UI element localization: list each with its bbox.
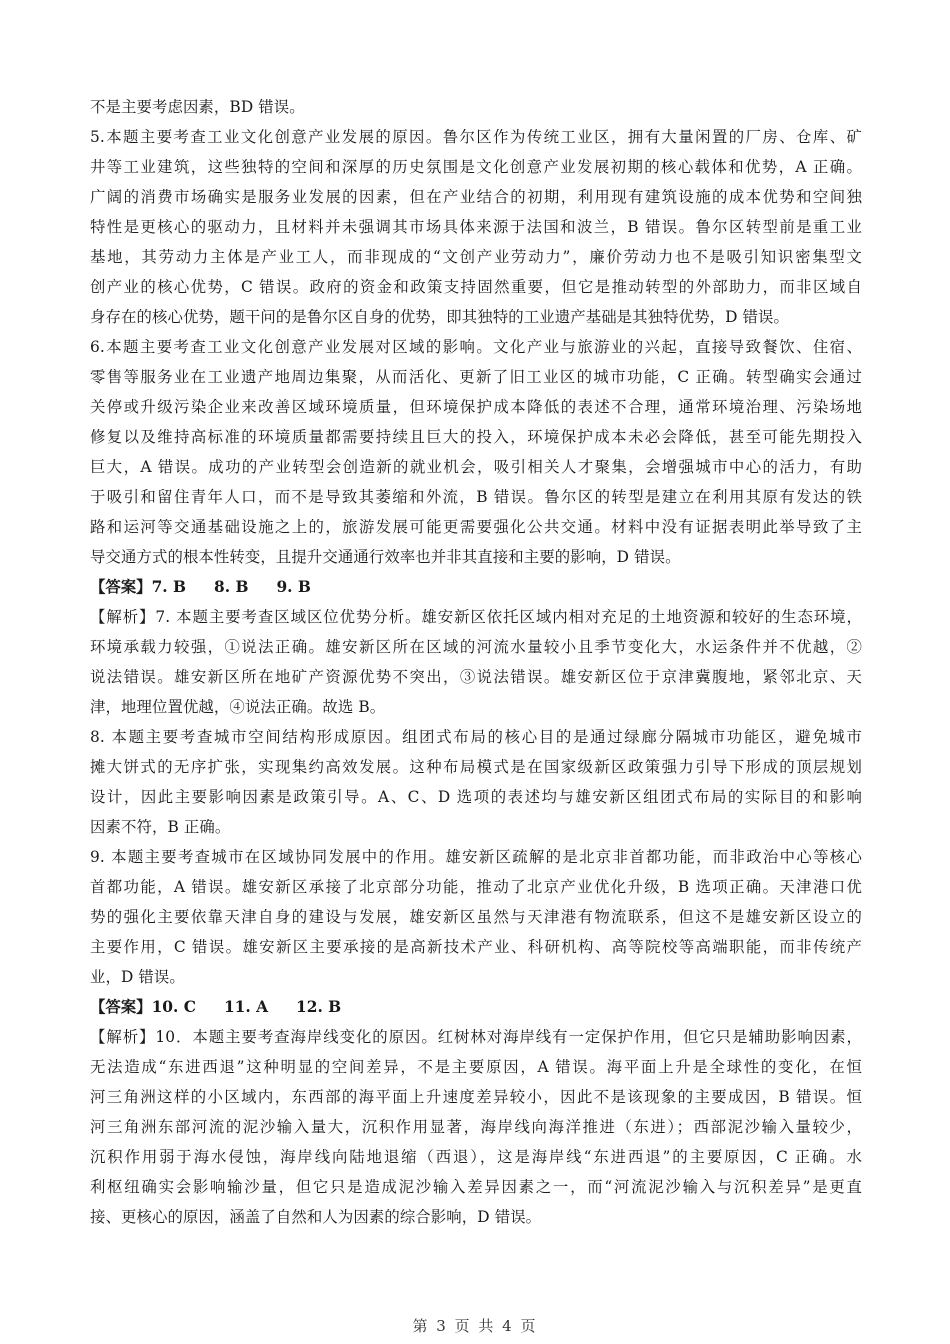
- text-line: 业，D 错误。: [90, 968, 185, 986]
- text-line: 设计，因此主要影响因素是政策引导。A、C、D 选项的表述均与雄安新区组团式布局的实际目的和影响: [90, 788, 862, 806]
- text-line: 摊大饼式的无序扩张，实现集约高效发展。这种布局模式是在国家级新区政策强力引导下形成的顶层规划: [90, 758, 862, 776]
- text-line: 接、更核心的原因，涵盖了自然和人为因素的综合影响，D 错误。: [90, 1208, 542, 1226]
- text-line: 路和运河等交通基础设施之上的，旅游发展可能更需要强化公共交通。材料中没有证据表明此举导致了主: [90, 518, 862, 536]
- text-line: 主要作用，C 错误。雄安新区主要承接的是高新技术产业、科研机构、高等院校等高端职能，而非传统产: [90, 938, 862, 956]
- text-line: 因素不符，B 正确。: [90, 818, 231, 836]
- answer-item: 9. B: [276, 578, 311, 596]
- text-line: 井等工业建筑，这些独特的空间和深厚的历史氛围是文化创意产业发展初期的核心载体和优势，A 正确。: [90, 158, 862, 176]
- text-line: 5.本题主要考查工业文化创意产业发展的原因。鲁尔区作为传统工业区，拥有大量闲置的厂房、仓库、矿: [90, 128, 862, 146]
- text-line: 导交通方式的根本性转变，且提升交通通行效率也并非其直接和主要的影响，D 错误。: [90, 548, 681, 566]
- text-line: 【解析】7. 本题主要考查区域区位优势分析。雄安新区依托区域内相对充足的土地资源和较好的生态环境，: [90, 608, 862, 626]
- text-line: 沉积作用弱于海水侵蚀，海岸线向陆地退缩（西退），这是海岸线“东进西退”的主要原因，C 正确。水: [90, 1148, 862, 1166]
- document-page: [90, 92, 862, 1232]
- text-line: 无法造成“东进西退”这种明显的空间差异，不是主要原因，A 错误。海平面上升是全球性的变化，在恒: [90, 1058, 862, 1076]
- text-line: 河三角洲这样的小区域内，东西部的海平面上升速度差异较小，因此不是该现象的主要成因，B 错误。恒: [90, 1088, 862, 1106]
- text-line: 特性是更核心的驱动力，且材料并未强调其市场具体来源于法国和波兰，B 错误。鲁尔区转型前是重工业: [90, 218, 862, 236]
- text-line: 河三角洲东部河流的泥沙输入量大，沉积作用显著，海岸线向海洋推进（东进）；西部泥沙输入量较少，: [90, 1118, 862, 1136]
- text-line: 津，地理位置优越，④说法正确。故选 B。: [90, 698, 386, 716]
- text-line: 广阔的消费市场确实是服务业发展的因素，但在产业结合的初期，利用现有建筑设施的成本优势和空间独: [90, 188, 862, 206]
- answer-tag: 【答案】: [90, 578, 152, 596]
- text-line: 巨大，A 错误。成功的产业转型会创造新的就业机会，吸引相关人才聚集，会增强城市中心的活力，有助: [90, 458, 862, 476]
- text-line: 关停或升级污染企业来改善区域环境质量，但环境保护成本降低的表述不合理，通常环境治理、污染场地: [90, 398, 862, 416]
- text-line: 8. 本题主要考查城市空间结构形成原因。组团式布局的核心目的是通过绿廊分隔城市功能区，避免城市: [90, 728, 862, 746]
- answer-item: 12. B: [296, 998, 342, 1016]
- answer-item: 7. B: [151, 578, 187, 596]
- text-line: 9. 本题主要考查城市在区域协同发展中的作用。雄安新区疏解的是北京非首都功能，而非政治中心等核心: [90, 848, 862, 866]
- text-line: 利枢纽确实会影响输沙量，但它只是造成泥沙输入差异因素之一，而“河流泥沙输入与沉积差异”是更直: [90, 1178, 862, 1196]
- answer-line-10-12: [90, 992, 862, 1022]
- text-line: 首都功能，A 错误。雄安新区承接了北京部分功能，推动了北京产业优化升级，B 选项正确。天津港口优: [90, 878, 862, 896]
- answer-tag: 【答案】: [90, 998, 152, 1016]
- text-line: 不是主要考虑因素，BD 错误。: [90, 98, 305, 116]
- text-line: 零售等服务业在工业遗产地周边集聚，从而活化、更新了旧工业区的城市功能，C 正确。转型确实会通过: [90, 368, 862, 386]
- text-line: 身存在的核心优势，题干问的是鲁尔区自身的优势，即其独特的工业遗产基础是其独特优势，D 错误。: [90, 308, 790, 326]
- answer-line-7-9: [90, 572, 862, 602]
- text-line: 于吸引和留住青年人口，而不是导致其萎缩和外流，B 错误。鲁尔区的转型是建立在利用其原有发达的铁: [90, 488, 862, 506]
- text-line: 势的强化主要依靠天津自身的建设与发展，雄安新区虽然与天津港有物流联系，但这不是雄安新区设立的: [90, 908, 862, 926]
- text-line: 说法错误。雄安新区所在地矿产资源优势不突出，③说法错误。雄安新区位于京津冀腹地，紧邻北京、天: [90, 668, 862, 686]
- text-line: 6.本题主要考查工业文化创意产业发展对区域的影响。文化产业与旅游业的兴起，直接导致餐饮、住宿、: [90, 338, 862, 356]
- text-line: 修复以及维持高标准的环境质量都需要持续且巨大的投入，环境保护成本未必会降低，甚至可能先期投入: [90, 428, 862, 446]
- text-line: 创产业的核心优势，C 错误。政府的资金和政策支持固然重要，但它是推动转型的外部助力，而非区域自: [90, 278, 862, 296]
- answer-item: 10. C: [151, 998, 196, 1016]
- explanation-block-10: [90, 1022, 862, 1232]
- explanation-block-5-6: [90, 92, 862, 572]
- text-line: 基地，其劳动力主体是产业工人，而非现成的“文创产业劳动力”，廉价劳动力也不是吸引知识密集型文: [90, 248, 862, 266]
- explanation-block-7-9: [90, 602, 862, 992]
- answer-item: 8. B: [214, 578, 249, 596]
- text-line: 环境承载力较强，①说法正确。雄安新区所在区域的河流水量较小且季节变化大，水运条件并不优越，②: [90, 638, 862, 656]
- answer-item: 11. A: [223, 998, 269, 1016]
- page-footer: 第 3 页 共 4 页: [412, 1317, 538, 1335]
- text-line: 【解析】10．本题主要考查海岸线变化的原因。红树林对海岸线有一定保护作用，但它只是辅助影响因素，: [90, 1028, 862, 1046]
